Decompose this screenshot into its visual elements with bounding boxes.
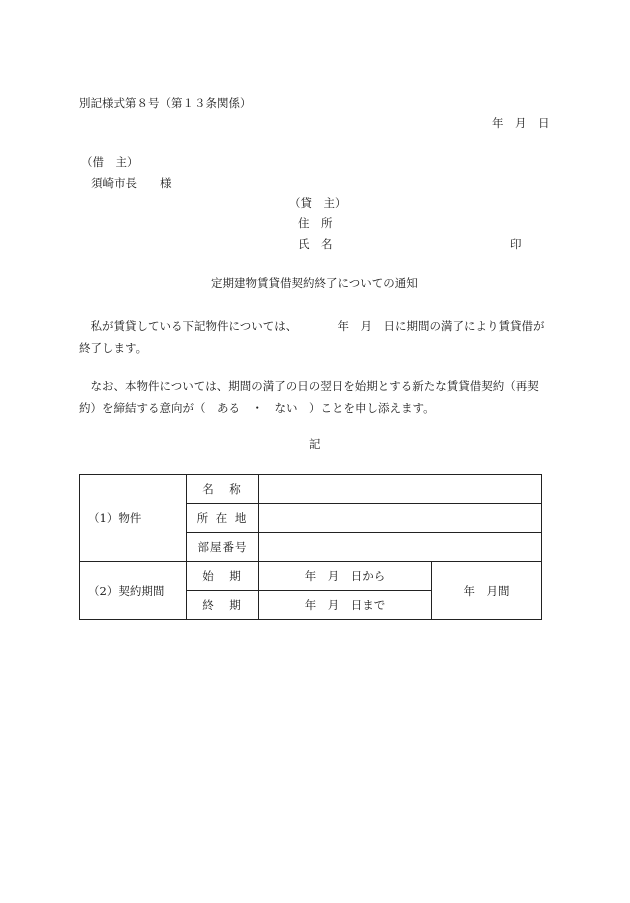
date-line: 年 月 日 [492, 116, 550, 130]
table-row [80, 475, 542, 504]
form-number: 別記様式第８号（第１３条関係） [79, 96, 252, 110]
ki-heading: 記 [309, 437, 321, 451]
borrower-label: （借 主） [81, 155, 139, 169]
contract-end-value[interactable]: 年 月 日まで [259, 591, 432, 620]
address-label: 住 所 [298, 216, 333, 230]
table-row [80, 562, 542, 591]
name-label: 氏 名 [298, 237, 333, 251]
contract-duration[interactable]: 年 月間 [432, 562, 542, 620]
property-location-field[interactable] [259, 504, 542, 533]
contract-end-label: 終 期 [187, 591, 259, 620]
contract-start-value[interactable]: 年 月 日から [259, 562, 432, 591]
property-name-label: 名 称 [187, 475, 259, 504]
contract-start-label: 始 期 [187, 562, 259, 591]
property-category: （1）物件 [80, 475, 187, 562]
borrower-name: 須崎市長 様 [91, 176, 172, 190]
notice-paragraph-2: なお、本物件については、期間の満了の日の翌日を始期とする新たな賃貸借契約（再契約）を締結する意向が（ ある ・ ない ）ことを申し添えます。 [79, 379, 539, 415]
contract-category: （2）契約期間 [80, 562, 187, 620]
lender-label: （貸 主） [289, 196, 347, 210]
property-location-label: 所 在 地 [187, 504, 259, 533]
property-room-label: 部屋番号 [187, 533, 259, 562]
notice-paragraph-1: 私が賃貸している下記物件については、 年 月 日に期間の満了により賃貸借が終了します。 [79, 319, 545, 355]
property-name-field[interactable] [259, 475, 542, 504]
document-title: 定期建物賃貸借契約終了についての通知 [211, 276, 418, 290]
seal-mark: 印 [510, 237, 522, 251]
details-table [79, 474, 542, 620]
property-room-field[interactable] [259, 533, 542, 562]
